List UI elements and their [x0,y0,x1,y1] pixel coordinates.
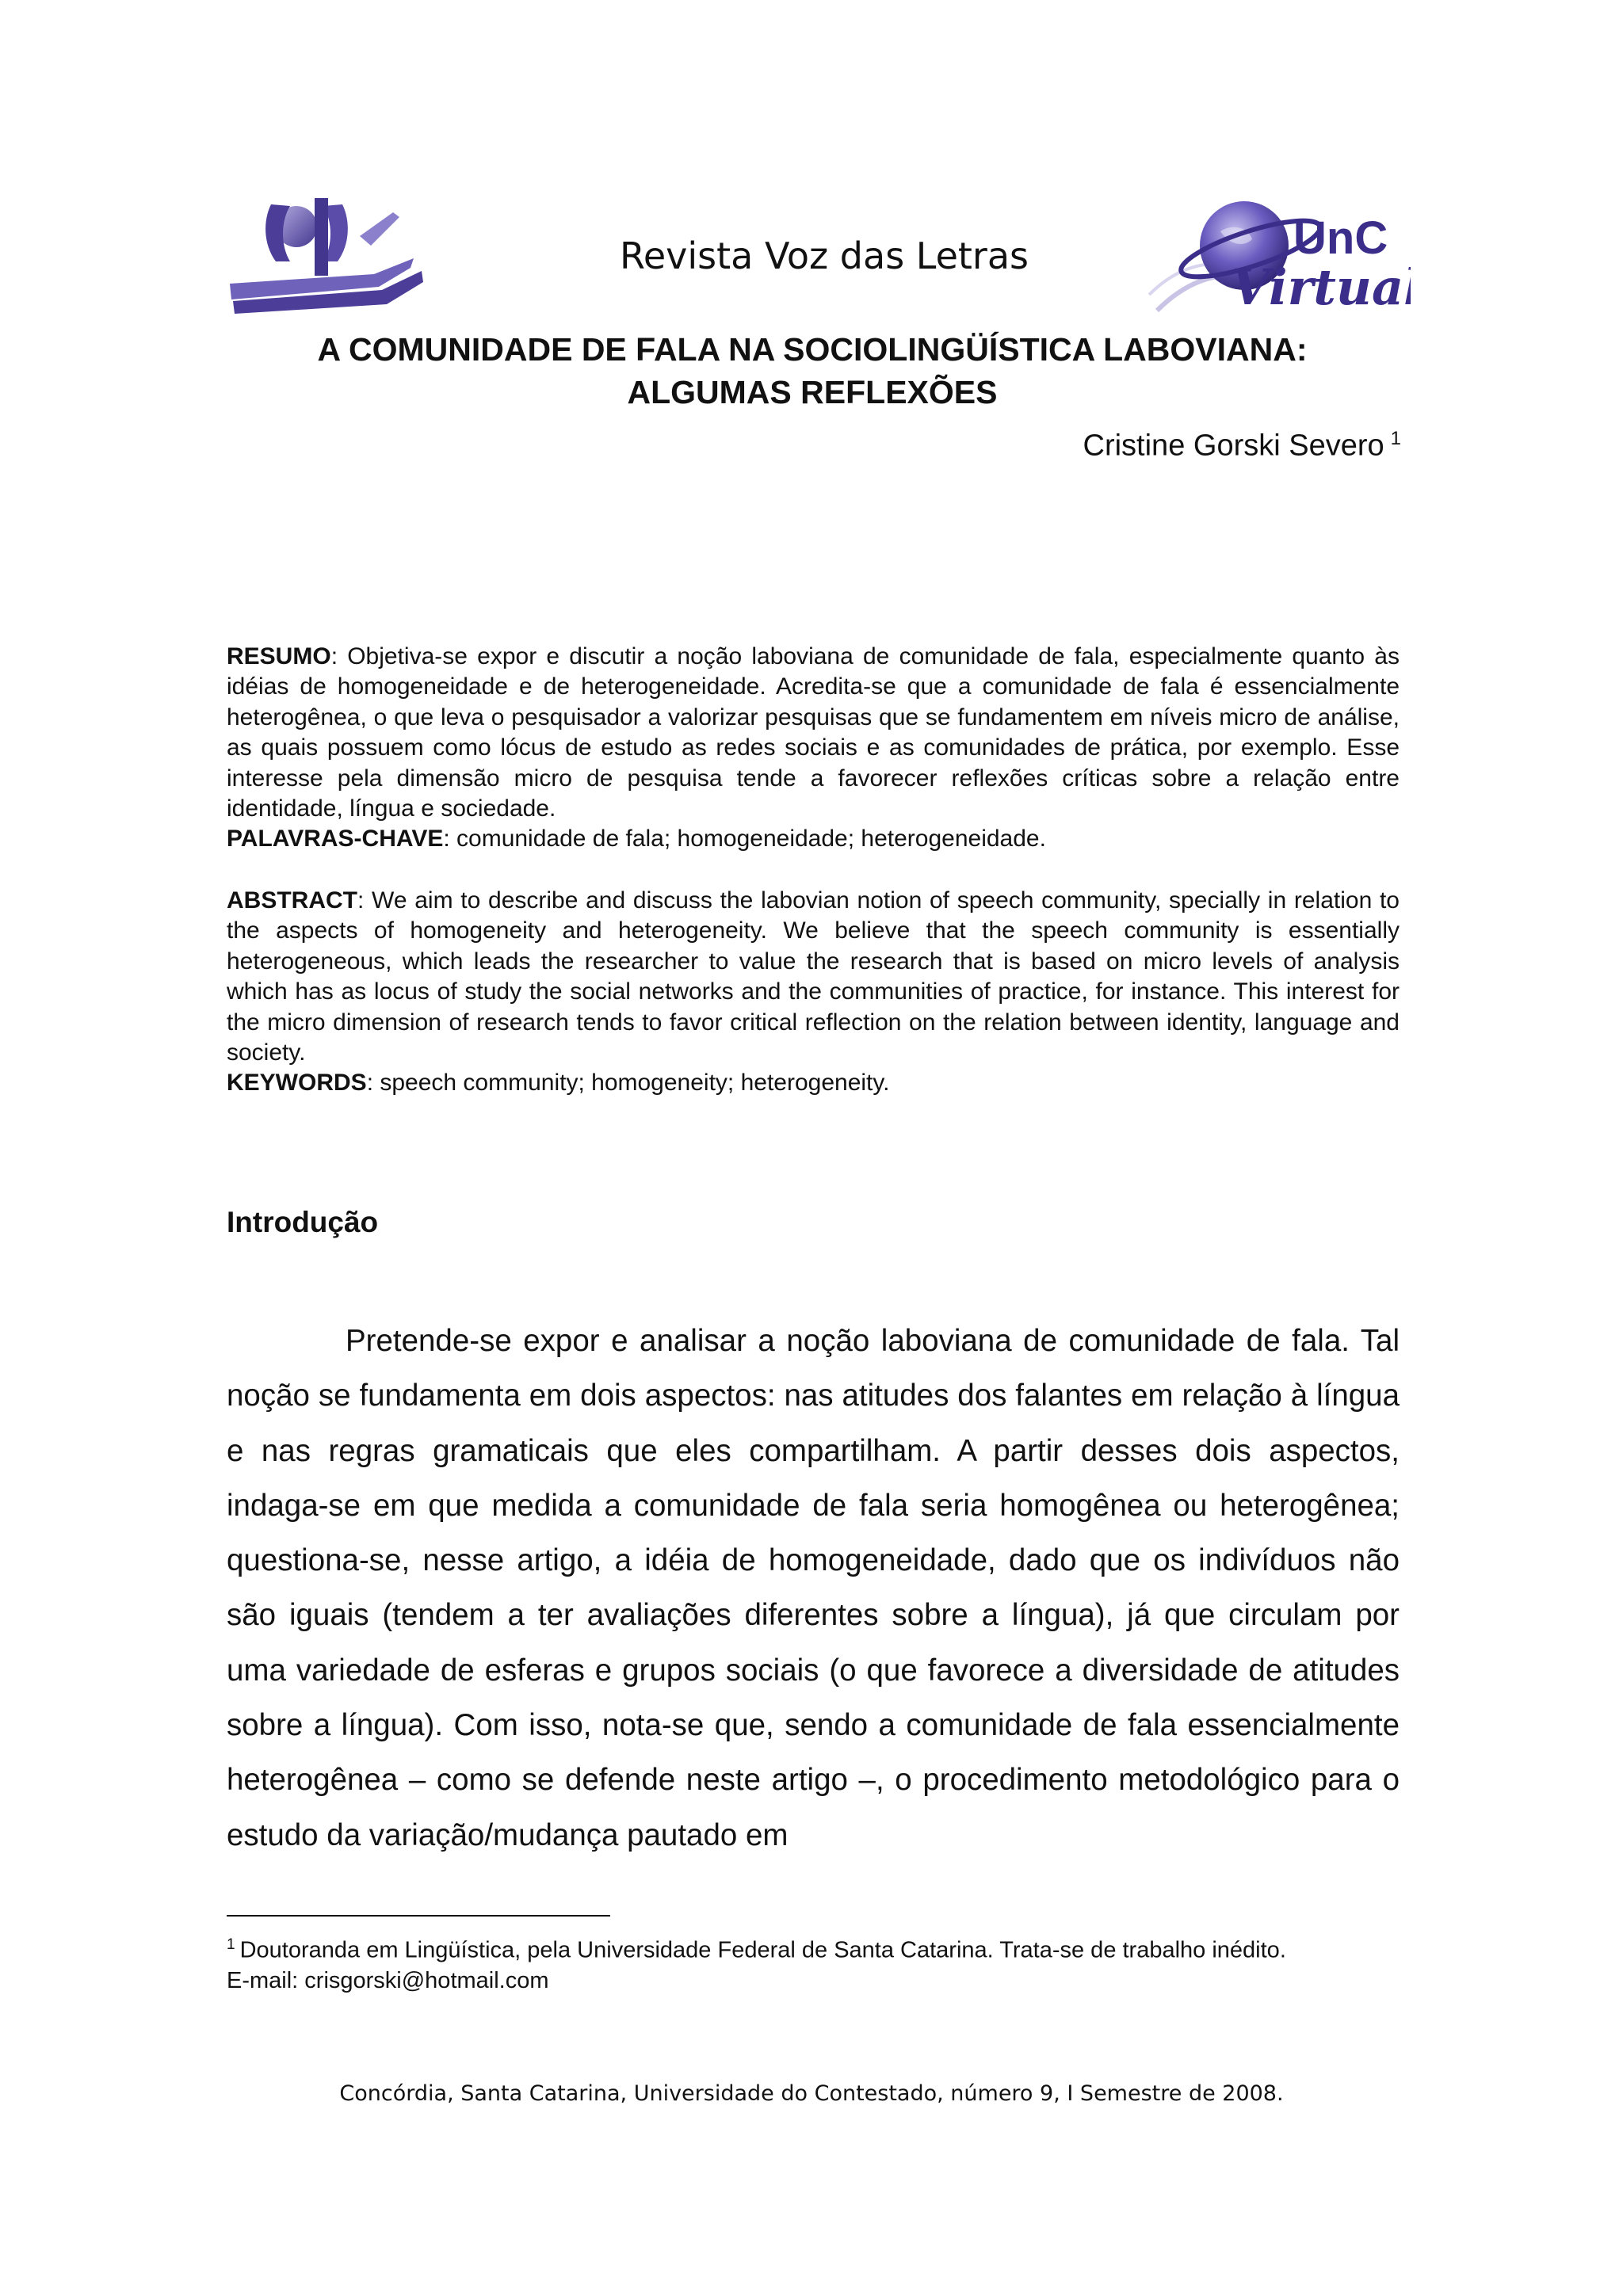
footnote [227,1930,1400,1996]
article-title [222,328,1403,414]
unc-virtual-logo [1141,184,1411,326]
resumo-section [227,642,1400,855]
introduction-heading: Introdução [227,1206,379,1238]
resumo-paragraph [227,642,1400,824]
palavras-chave [227,824,1400,854]
footnote-line-1 [227,1930,1400,1966]
keywords-text: : speech community; homogeneity; heterogeneity. [366,1070,890,1097]
resumo-label: RESUMO [227,643,331,669]
abstract-text: : We aim to describe and discuss the labovian notion of speech community, specially in relation to the aspects of homogeneity and heterogeneity. We believe that the speech community is essentially heterogeneous, which leads the researcher to value the research that is based on micro levels of analysis which has as locus of study the social networks and the communities of practice, for instance. This interest for the micro dimension of research tends to favor critical reflection on the relation between identity, language and society. [227,887,1400,1066]
footnote-email: E-mail: crisgorski@hotmail.com [227,1967,549,1993]
unc-virtual-globe-icon [1141,184,1411,326]
author-name: Cristine Gorski Severo [1083,429,1384,463]
journal-name: Revista Voz das Letras [619,235,1029,277]
abstract-section [227,886,1400,1099]
footnote-text: Doutoranda em Lingüística, pela Universidade Federal de Santa Catarina. Trata-se de trabalho inédito. [239,1937,1286,1963]
journal-emblem-icon [223,189,431,315]
abstract-label: ABSTRACT [227,887,357,913]
abstract-paragraph [227,886,1400,1068]
logo-unc-text: UnC [1293,212,1388,264]
introduction-paragraph: Pretende-se expor e analisar a noção laboviana de comunidade de fala. Tal noção se fundamenta em dois aspectos: nas atitudes dos falantes em relação à língua e nas regras gramaticais que eles compartilham. A partir desses dois aspectos, indaga-se em que medida a comunidade de fala seria homogênea ou heterogênea; questiona-se, nesse artigo, a idéia de homogeneidade, dado que os indivíduos não são iguais (tendem a ter avaliações diferentes sobre a língua), já que circulam por uma variedade de esferas e grupos sociais (o que favorece a diversidade de atitudes sobre a língua). Com isso, nota-se que, sendo a comunidade de fala essencialmente heterogênea – como se defende neste artigo –, o procedimento metodológico para o estudo da variação/mudança pautado em [227,1324,1400,1852]
footnote-divider [227,1915,610,1917]
keywords-label: KEYWORDS [227,1070,367,1097]
article-title-line-2: ALGUMAS REFLEXÕES [627,374,998,410]
footnote-number: 1 [227,1936,235,1953]
article-title-line-1: A COMUNIDADE DE FALA NA SOCIOLINGÜÍSTICA LABOVIANA: [317,331,1308,368]
keywords [227,1068,1400,1098]
journal-logo [223,189,431,315]
palavras-chave-label: PALAVRAS-CHAVE [227,826,444,852]
author [1083,428,1401,463]
resumo-text: : Objetiva-se expor e discutir a noção laboviana de comunidade de fala, especialmente quanto às idéias de homogeneidade e de heterogeneidade. Acredita-se que a comunidade de fala é essencialmente heterogênea, o que leva o pesquisador a valorizar pesquisas que se fundamentem em níveis micro de análise, as quais possuem como lócus de estudo as redes sociais e as comunidades de prática, por exemplo. Esse interesse pela dimensão micro de pesquisa tende a favorecer reflexões críticas sobre a relação entre identidade, língua e sociedade. [227,643,1400,822]
logo-virtual-text: Virtual [1232,258,1411,316]
page-footer: Concórdia, Santa Catarina, Universidade do Contestado, número 9, I Semestre de 2008. [339,2081,1284,2106]
author-footnote-ref: 1 [1390,428,1401,449]
palavras-chave-text: : comunidade de fala; homogeneidade; heterogeneidade. [443,826,1046,852]
